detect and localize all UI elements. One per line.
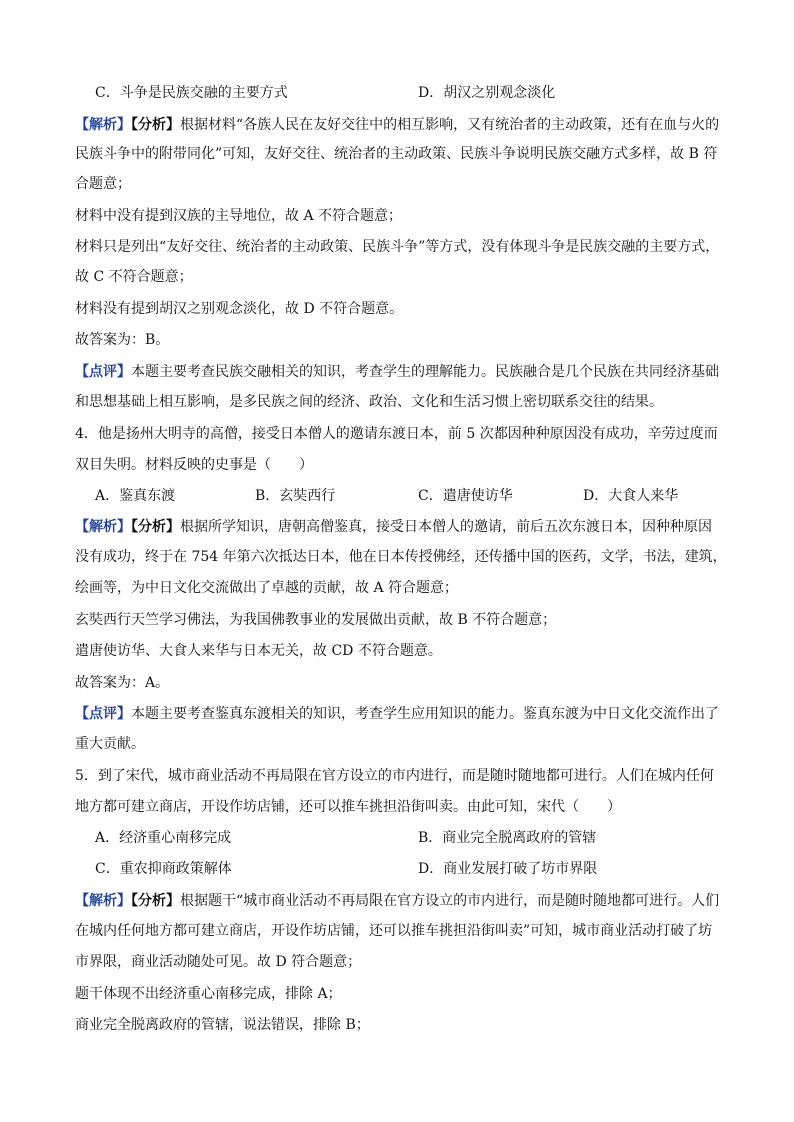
q4-comment-line-1: 【点评】本题主要考查鉴真东渡相关的知识，考查学生应用知识的能力。鉴真东渡为中日文化交流作出了 [75,706,719,722]
q4-option-d: D．大食人来华 [583,488,679,504]
fenxi-tag: 【分析】 [131,519,180,535]
q3-option-d: D．胡汉之别观念淡化 [418,85,556,101]
q4-answer: 故答案为：A。 [75,675,170,691]
q3-comment-line-1: 【点评】本题主要考查民族交融相关的知识，考查学生的理解能力。民族融合是几个民族在共同经济基础 [75,364,719,380]
q5-stem-line-2: 地方都可建立商店，开设作坊店铺，还可以推车挑担沿街叫卖。由此可知，宋代（ ） [75,799,621,815]
q3-comment-line-2: 和思想基础上相互影响，是多民族之间的经济、政治、文化和生活习惯上密切联系交往的结果。 [75,394,663,410]
q4-stem-line-2: 双目失明。材料反映的史事是（ ） [75,457,313,473]
q4-stem-line-1: 4．他是扬州大明寺的高僧，接受日本僧人的邀请东渡日本，前 5 次都因种种原因没有成功，辛劳过度而 [75,426,718,442]
comment-tag: 【点评】 [75,364,131,380]
q4-analysis-line-3: 绘画等，为中日文化交流做出了卓越的贡献，故 A 符合题意； [75,580,459,596]
q5-analysis-line-3: 市界限，商业活动随处可见。故 D 符合题意； [75,954,362,970]
q5-option-c: C．重农抑商政策解体 [95,861,232,877]
analysis-tag: 【解析】 [75,519,131,535]
q4-analysis-line-4: 玄奘西行天竺学习佛法，为我国佛教事业的发展做出贡献，故 B 不符合题意； [75,612,557,628]
q5-stem-line-1: 5．到了宋代，城市商业活动不再局限在官方设立的市内进行，而是随时随地都可进行。人们在城内任何 [75,768,714,784]
q3-analysis-line-4: 材料中没有提到汉族的主导地位，故 A 不符合题意； [75,208,403,224]
q5-option-a: A．经济重心南移完成 [95,830,232,846]
fenxi-tag: 【分析】 [131,893,180,909]
comment-tag: 【点评】 [75,706,131,722]
q4-analysis-line-5: 遣唐使访华、大食人来华与日本无关，故 CD 不符合题意。 [75,643,442,659]
q3-analysis-line-5: 材料只是列出“友好交往、统治者的主动政策、民族斗争”等方式，没有体现斗争是民族交融的主要方式， [75,239,720,255]
q3-analysis-line-7: 材料没有提到胡汉之别观念淡化，故 D 不符合题意。 [75,301,404,317]
q5-option-d: D．商业发展打破了坊市界限 [418,861,598,877]
q3-analysis-line-2: 民族斗争中的附带同化”可知，友好交往、统治者的主动政策、民族斗争说明民族交融方式多样，故 B 符 [75,146,718,162]
q3-option-c: C．斗争是民族交融的主要方式 [95,85,288,101]
q3-analysis-line-3: 合题意； [75,176,131,192]
q3-answer: 故答案为：B。 [75,332,170,348]
q3-analysis-line-1: 【解析】【分析】根据材料“各族人民在友好交往中的相互影响，又有统治者的主动政策，还有在血与火的 [75,117,720,133]
q4-option-c: C．遣唐使访华 [418,488,513,504]
q5-analysis-line-4: 题干体现不出经济重心南移完成，排除 A； [75,986,342,1002]
q4-option-b: B．玄奘西行 [255,488,336,504]
q4-option-a: A．鉴真东渡 [95,488,176,504]
q5-option-b: B．商业完全脱离政府的管辖 [418,830,597,846]
q5-analysis-line-2: 在城内任何地方都可建立商店，开设作坊店铺，还可以推车挑担沿街叫卖”可知，城市商业活动打破了坊 [75,923,713,939]
q4-analysis-line-2: 没有成功，终于在 754 年第六次抵达日本，他在日本传授佛经，还传播中国的医药，文学，书法，建筑， [75,549,727,565]
q5-analysis-line-1: 【解析】【分析】根据题干“城市商业活动不再局限在官方设立的市内进行，而是随时随地都可进行。人们 [75,893,720,909]
analysis-tag: 【解析】 [75,893,131,909]
fenxi-tag: 【分析】 [131,117,180,133]
q4-comment-line-2: 重大贡献。 [75,736,145,752]
q3-analysis-line-6: 故 C 不符合题意； [75,269,193,285]
analysis-tag: 【解析】 [75,117,131,133]
q4-analysis-line-1: 【解析】【分析】根据所学知识，唐朝高僧鉴真，接受日本僧人的邀请，前后五次东渡日本，因种种原因 [75,519,712,535]
q5-analysis-line-5: 商业完全脱离政府的管辖，说法错误，排除 B； [75,1017,370,1033]
